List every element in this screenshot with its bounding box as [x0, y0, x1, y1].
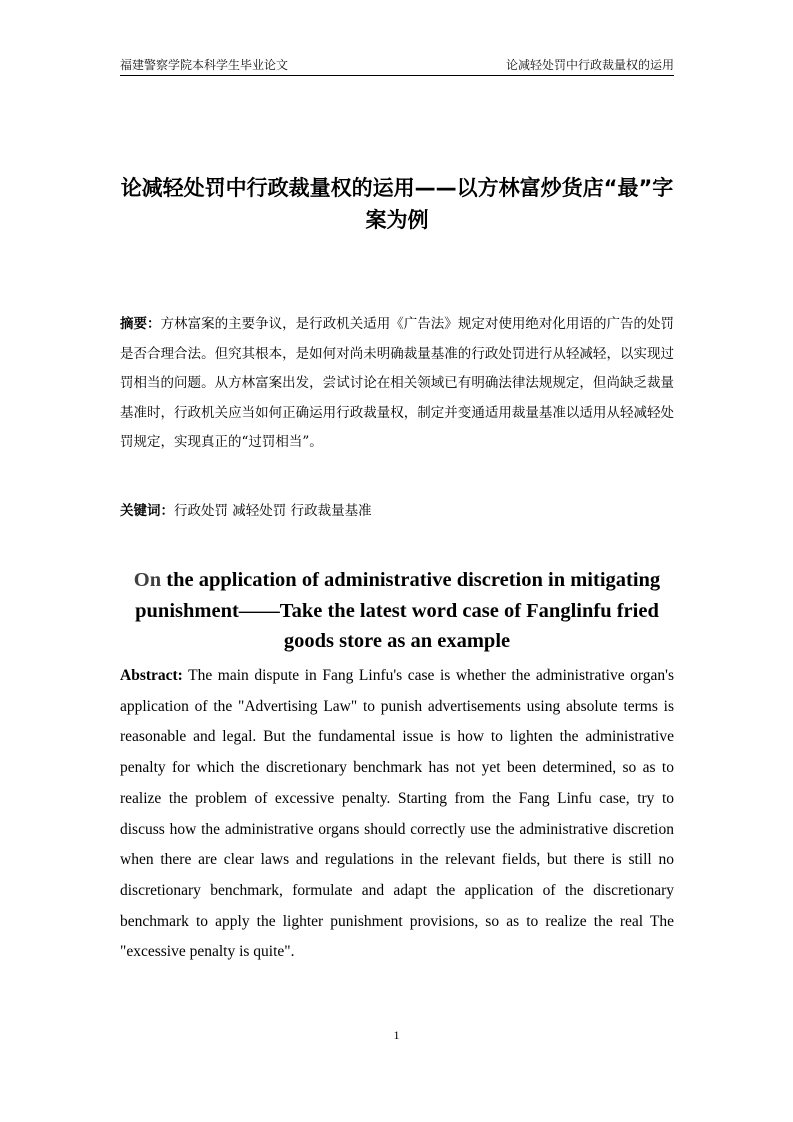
chinese-keywords-label: 关键词： [120, 503, 174, 519]
chinese-abstract-text: 方林富案的主要争议，是行政机关适用《广告法》规定对使用绝对化用语的广告的处罚是否合理合法。但究其根本，是如何对尚未明确裁量基准的行政处罚进行从轻减轻，以实现过罚相当的问题。从方林富案出发，尝试讨论在相关领域已有明确法律法规规定，但尚缺乏裁量基准时，行政机关应当如何正确运用行政裁量权，制定并变通适用裁量基准以适用从轻减轻处罚规定，实现真正的“过罚相当”。 [120, 316, 675, 451]
running-header [120, 55, 674, 76]
chinese-title: 论减轻处罚中行政裁量权的运用——以方林富炒货店“最”字案为例 [120, 176, 674, 232]
chinese-keywords [120, 497, 674, 525]
english-abstract-text: The main dispute in Fang Linfu's case is whether the administrative organ's application of the "Advertising Law" to punish advertisements using absolute terms is reasonable and legal. But the fundamental issue is how to lighten the administrative penalty for which the discretionary benchmark has not yet been determined, so as to realize the problem of excessive penalty. Starting from the Fang Linfu case, try to discuss how the administrative organs should correctly use the administrative discretion when there are clear laws and regulations in the relevant fields, but there is still no discretionary benchmark, formulate and adapt the application of the discretionary benchmark to apply the lighter punishment provisions, so as to realize the real The "excessive penalty is quite". [120, 667, 674, 961]
chinese-keywords-text: 行政处罚 减轻处罚 行政裁量基准 [174, 503, 372, 519]
header-school-name: 福建警察学院本科学生毕业论文 [120, 58, 289, 72]
header-thesis-title: 论减轻处罚中行政裁量权的运用 [505, 58, 674, 72]
page-number: 1 [393, 1028, 400, 1042]
english-abstract [120, 661, 674, 968]
english-title-rest: the application of administrative discretion in mitigating punishment——Take the latest word case of Fanglinfu fried goods store as an example [135, 569, 661, 652]
english-title [116, 565, 678, 657]
english-abstract-label: Abstract: [120, 667, 183, 684]
english-title-first-word: On [133, 569, 162, 591]
chinese-abstract [120, 310, 674, 458]
chinese-abstract-label: 摘要： [120, 316, 161, 332]
